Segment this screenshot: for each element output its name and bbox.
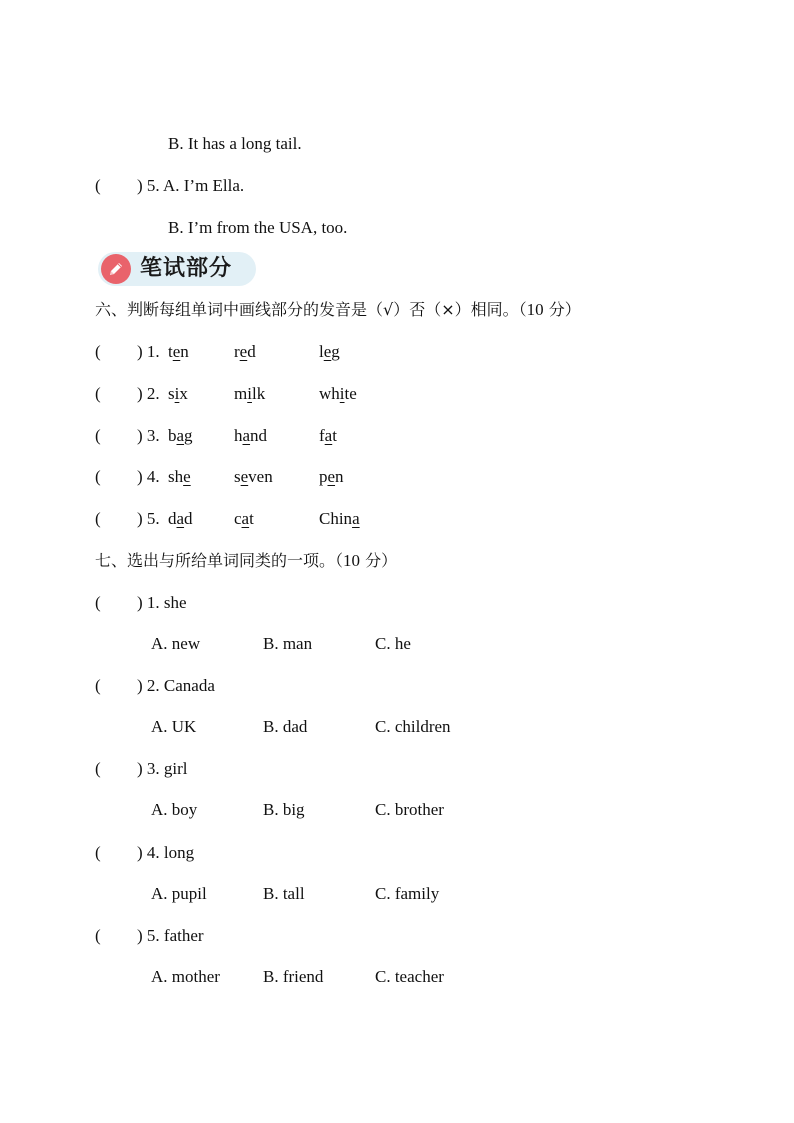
word-2 bbox=[234, 467, 273, 487]
word-3 bbox=[319, 384, 357, 404]
answer-paren-open: ( bbox=[95, 759, 101, 778]
row-number: ) 3. bbox=[137, 426, 160, 445]
word-3 bbox=[319, 467, 344, 487]
underlined-letters: a bbox=[241, 509, 250, 528]
underlined-letters: e bbox=[327, 467, 336, 486]
word-part: t bbox=[332, 426, 337, 445]
option-c: C. teacher bbox=[375, 967, 444, 986]
option-a: A. new bbox=[151, 634, 201, 653]
option-a: A. mother bbox=[151, 967, 220, 986]
word-part: lk bbox=[251, 384, 266, 403]
word-3 bbox=[319, 342, 340, 362]
word-3 bbox=[319, 509, 360, 529]
answer-paren-open: ( bbox=[95, 926, 101, 945]
word-1 bbox=[168, 342, 189, 362]
word-part: d bbox=[168, 509, 177, 528]
answer-paren-open: ( bbox=[95, 593, 101, 612]
row-number: ) 5. bbox=[137, 509, 160, 528]
underlined-letters: a bbox=[176, 426, 185, 445]
word-part: n bbox=[180, 342, 189, 361]
option-c: C. children bbox=[375, 717, 451, 736]
answer-paren-open: ( bbox=[95, 384, 101, 403]
word-part: t bbox=[168, 342, 173, 361]
underlined-letters: e bbox=[183, 467, 191, 486]
pencil-icon bbox=[101, 254, 131, 284]
underlined-letters: i bbox=[247, 384, 252, 403]
row-number: ) 4. bbox=[137, 467, 160, 486]
answer-paren-open: ( bbox=[95, 176, 101, 195]
word-part: n bbox=[335, 467, 344, 486]
underlined-letters: a bbox=[324, 426, 333, 445]
underlined-letters: e bbox=[239, 342, 248, 361]
row-number: ) 1. bbox=[137, 342, 160, 361]
word-part: s bbox=[168, 384, 175, 403]
word-part: nd bbox=[250, 426, 268, 445]
word-part: f bbox=[319, 426, 325, 445]
section-7-heading-end: 分） bbox=[360, 551, 398, 570]
option-b: B. tall bbox=[263, 884, 305, 903]
word-part: s bbox=[234, 467, 241, 486]
option-a: A. pupil bbox=[151, 884, 207, 903]
option-a: A. boy bbox=[151, 800, 198, 819]
word-2 bbox=[234, 384, 265, 404]
word-part: g bbox=[184, 426, 193, 445]
answer-paren-open: ( bbox=[95, 843, 101, 862]
word-part: h bbox=[234, 426, 243, 445]
word-part: r bbox=[234, 342, 240, 361]
answer-paren-open: ( bbox=[95, 467, 101, 486]
row-number: ) 2. bbox=[137, 384, 160, 403]
banner-title: 笔试部分 bbox=[140, 256, 233, 281]
word-1 bbox=[168, 384, 188, 404]
answer-paren-open: ( bbox=[95, 509, 101, 528]
word-1 bbox=[168, 426, 193, 446]
word-part: b bbox=[168, 426, 177, 445]
question-stem: ) 3. girl bbox=[137, 759, 188, 778]
word-part: x bbox=[179, 384, 188, 403]
section-7-score: 10 bbox=[343, 551, 361, 570]
word-3 bbox=[319, 426, 337, 446]
section-6-score: 10 bbox=[526, 300, 544, 319]
word-part: l bbox=[319, 342, 324, 361]
option-c: C. he bbox=[375, 634, 411, 653]
option-b: B. friend bbox=[263, 967, 324, 986]
section-7-heading-text: 七、选出与所给单词同类的一项。（ bbox=[95, 551, 344, 570]
word-part: g bbox=[331, 342, 340, 361]
word-part: wh bbox=[319, 384, 340, 403]
option-b: B. dad bbox=[263, 717, 308, 736]
underlined-letters: a bbox=[352, 509, 360, 528]
word-2 bbox=[234, 509, 254, 529]
question-5-stem: ) 5. A. I’m Ella. bbox=[137, 176, 245, 195]
underlined-letters: e bbox=[240, 467, 249, 486]
question-stem: ) 1. she bbox=[137, 593, 187, 612]
word-2 bbox=[234, 426, 267, 446]
underlined-letters: i bbox=[174, 384, 180, 403]
section-6-heading-end: 分） bbox=[543, 300, 581, 319]
word-1 bbox=[168, 509, 193, 529]
question-stem: ) 5. father bbox=[137, 926, 204, 945]
section-6-heading-text: 六、判断每组单词中画线部分的发音是（√）否（×）相同。（ bbox=[95, 300, 527, 319]
word-1 bbox=[168, 467, 191, 487]
word-part: p bbox=[319, 467, 328, 486]
option-c: C. brother bbox=[375, 800, 444, 819]
word-part: c bbox=[234, 509, 242, 528]
written-section-banner bbox=[98, 252, 256, 286]
answer-paren-open: ( bbox=[95, 342, 101, 361]
word-2 bbox=[234, 342, 256, 362]
option-b: B. big bbox=[263, 800, 305, 819]
question-stem: ) 2. Canada bbox=[137, 676, 215, 695]
underlined-letters: a bbox=[242, 426, 251, 445]
word-part: t bbox=[249, 509, 254, 528]
word-part: d bbox=[184, 509, 193, 528]
option-c: C. family bbox=[375, 884, 440, 903]
q4-option-b: B. It has a long tail. bbox=[168, 134, 302, 153]
underlined-letters: e bbox=[172, 342, 181, 361]
answer-paren-open: ( bbox=[95, 426, 101, 445]
word-part: Chin bbox=[319, 509, 353, 528]
word-part: m bbox=[234, 384, 248, 403]
q5-option-b: B. I’m from the USA, too. bbox=[168, 218, 348, 237]
word-part: te bbox=[344, 384, 357, 403]
section-6-heading bbox=[95, 300, 581, 320]
underlined-letters: i bbox=[339, 384, 345, 403]
underlined-letters: e bbox=[323, 342, 332, 361]
word-part: d bbox=[247, 342, 256, 361]
question-stem: ) 4. long bbox=[137, 843, 195, 862]
word-part: ven bbox=[248, 467, 273, 486]
option-b: B. man bbox=[263, 634, 313, 653]
section-7-heading bbox=[95, 551, 397, 571]
answer-paren-open: ( bbox=[95, 676, 101, 695]
word-part: sh bbox=[168, 467, 184, 486]
underlined-letters: a bbox=[176, 509, 185, 528]
option-a: A. UK bbox=[151, 717, 197, 736]
